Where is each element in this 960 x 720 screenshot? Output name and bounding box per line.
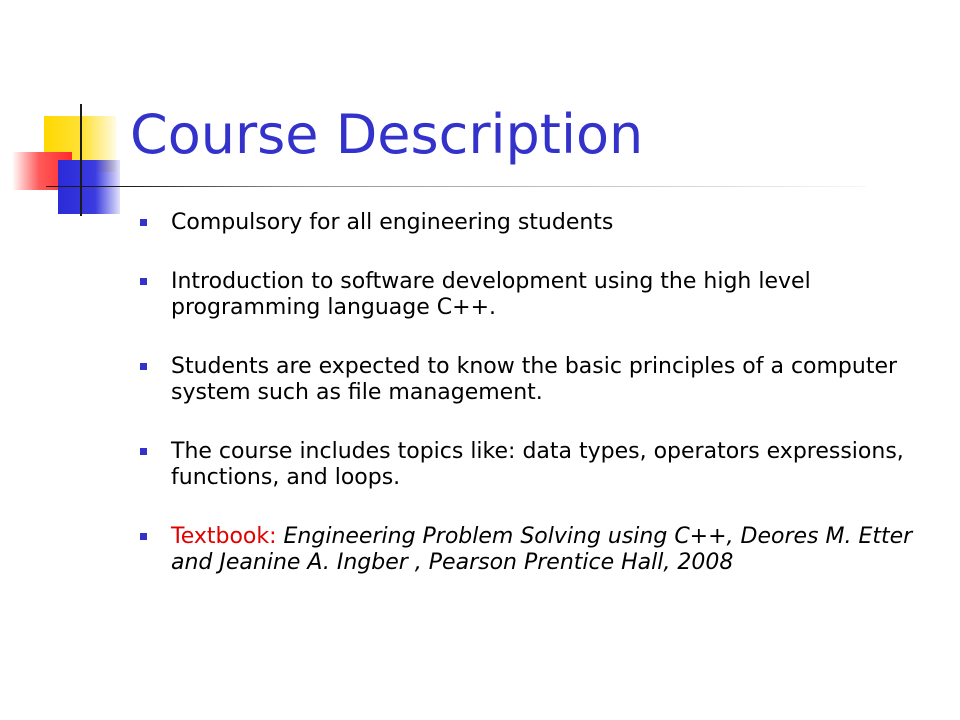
bullet-item — [140, 210, 920, 236]
bullet-text: Compulsory for all engineering students — [171, 210, 614, 235]
bullet-text: Introduction to software development using the high level programming language C++. — [171, 269, 811, 320]
bullet-marker-icon — [140, 448, 147, 455]
bullet-marker-icon — [140, 278, 147, 285]
textbook-bullet — [140, 524, 920, 576]
title-underline — [46, 186, 866, 187]
bullet-marker-icon — [140, 363, 147, 370]
textbook-label: Textbook: — [171, 524, 277, 549]
bullet-item — [140, 354, 920, 406]
bullet-item — [140, 269, 920, 321]
bullet-list — [140, 210, 920, 576]
bullet-marker-icon — [140, 533, 147, 540]
color-squares-logo-icon — [0, 0, 140, 220]
bullet-item — [140, 439, 920, 491]
bullet-marker-icon — [140, 219, 147, 226]
bullet-text: The course includes topics like: data types, operators expressions, functions, and loops. — [171, 439, 904, 490]
blue-square — [58, 160, 120, 214]
textbook-citation: Engineering Problem Solving using C++, Deores M. Etter and Jeanine A. Ingber , Pearson Prentice Hall, 2008 — [171, 524, 913, 575]
bullet-text: Students are expected to know the basic principles of a computer system such as file management. — [171, 354, 898, 405]
vertical-rule — [80, 104, 82, 216]
slide-title: Course Description — [130, 103, 644, 166]
